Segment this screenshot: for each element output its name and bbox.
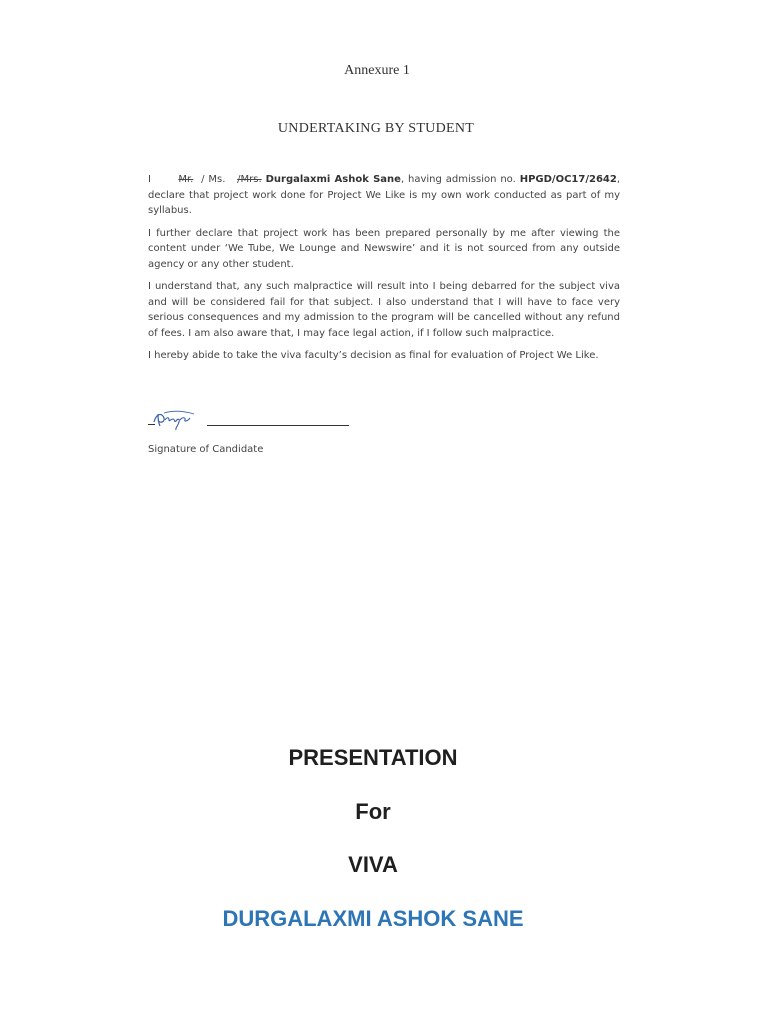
- signature-line: [207, 425, 349, 426]
- document-title: UNDERTAKING BY STUDENT: [277, 121, 475, 136]
- presentation-heading: PRESENTATION: [288, 745, 458, 770]
- admission-text: , having admission no.: [400, 174, 516, 185]
- malpractice-paragraph: I understand that, any such malpractice will result into I being debarred for the subject viva and will be considered fail for that subject. I also understand that I will have to face very serious consequences and my admission to the program will be cancelled without any refund of fees. I am also aware that, I may face legal action, if I follow such malpractice.: [148, 281, 620, 339]
- handwritten-signature: [150, 408, 200, 432]
- preparation-paragraph: I further declare that project work has been prepared personally by me after viewing the content under ‘We Tube, We Lounge and Newswire’ and it is not sourced from any outside agency or any other student.: [148, 227, 620, 270]
- title-mr-struck: Mr.: [178, 174, 194, 185]
- candidate-name: Durgalaxmi Ashok Sane: [265, 174, 401, 185]
- abide-paragraph: I hereby abide to take the viva faculty’s decision as final for evaluation of Project We Like.: [148, 350, 599, 361]
- title-ms: / Ms.: [201, 174, 226, 185]
- declaration-rest: , declare that project work done for Project We Like is my own work conducted as part of my syllabus.: [148, 174, 621, 216]
- viva-heading: VIVA: [348, 852, 398, 877]
- annexure-label: Annexure 1: [344, 63, 410, 78]
- title-mrs-struck: /Mrs.: [237, 174, 262, 185]
- student-name-heading: DURGALAXMI ASHOK SANE: [222, 906, 524, 931]
- for-heading: For: [355, 799, 391, 824]
- declaration-paragraph: [148, 172, 620, 219]
- pronoun: I: [148, 174, 151, 185]
- signature-block: [148, 408, 368, 438]
- undertaking-body: [148, 172, 620, 371]
- admission-number: HPGD/OC17/2642: [519, 174, 617, 185]
- signature-label: Signature of Candidate: [148, 444, 264, 455]
